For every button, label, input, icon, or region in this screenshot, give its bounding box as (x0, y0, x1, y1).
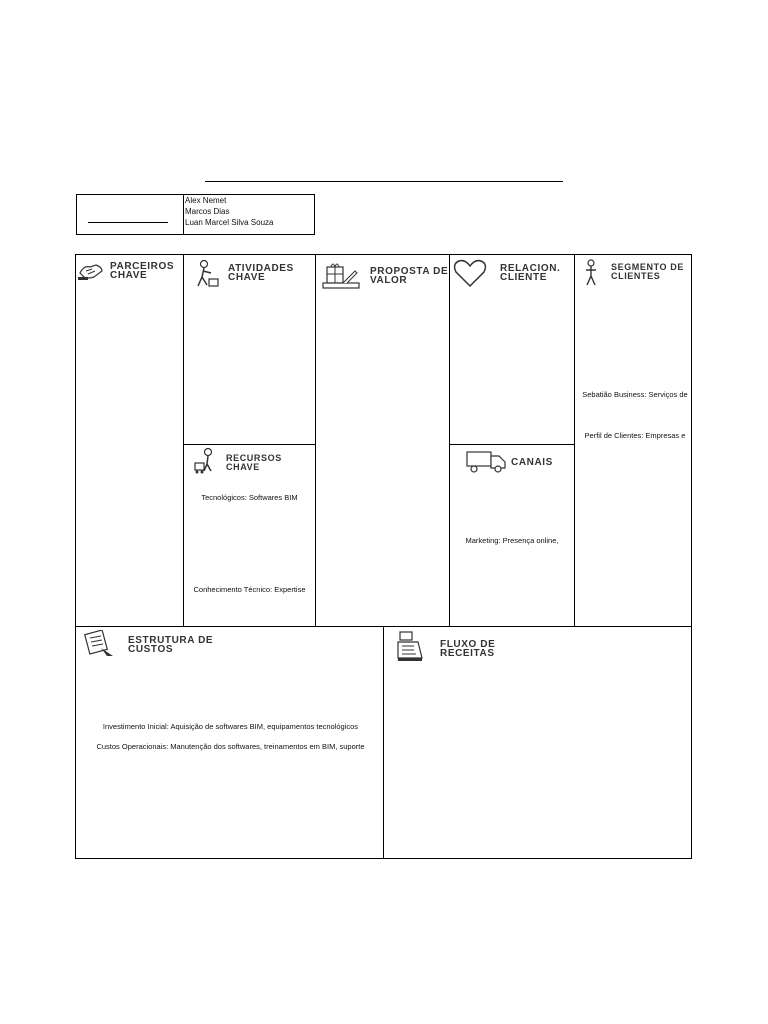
worker-icon (194, 259, 220, 289)
customer-relationships-cell (449, 254, 575, 445)
team-member: Marcos Dias (185, 207, 230, 216)
team-members (185, 195, 274, 228)
gift-icon (321, 259, 361, 291)
title-underline (205, 181, 563, 182)
customer-segments-title: SEGMENTO DE CLIENTES (611, 262, 684, 281)
channels-cell (449, 444, 575, 627)
value-proposition-cell (315, 254, 450, 627)
truck-icon (465, 449, 507, 475)
worker-cart-icon (194, 447, 220, 475)
key-resources-item: Conhecimento Técnico: Expertise (193, 585, 306, 594)
key-partners-cell (75, 254, 184, 627)
revenue-streams-cell (383, 626, 692, 859)
cash-register-icon (396, 630, 426, 662)
value-proposition-title: PROPOSTA DE VALOR (370, 266, 449, 286)
team-box (76, 194, 315, 235)
channels-title: CANAIS (511, 457, 553, 468)
key-activities-cell (183, 254, 316, 445)
receipt-icon (81, 630, 115, 658)
revenue-streams-title: FLUXO DE RECEITAS (440, 639, 496, 659)
customer-segments-cell (574, 254, 692, 627)
key-partners-title: PARCEIROS CHAVE (110, 261, 175, 281)
cost-structure-item: Investimento Inicial: Aquisição de softwares BIM, equipamentos tecnológicos (102, 722, 359, 731)
key-resources-item: Tecnológicos: Softwares BIM (201, 493, 298, 502)
cost-structure-cell (75, 626, 384, 859)
key-resources-cell (183, 444, 316, 627)
business-model-canvas (75, 254, 692, 859)
customer-relationships-title: RELACION. CLIENTE (500, 263, 561, 283)
heart-icon (453, 258, 487, 288)
team-name-underline (88, 222, 168, 223)
key-activities-title: ATIVIDADES CHAVE (228, 263, 294, 283)
cost-structure-title: ESTRUTURA DE CUSTOS (128, 635, 214, 655)
team-box-divider (183, 195, 184, 234)
customer-segments-item: Sebatião Business: Serviços de (582, 390, 688, 399)
person-icon (583, 259, 599, 287)
key-resources-title: RECURSOS CHAVE (226, 453, 282, 472)
customer-segments-item: Perfil de Clientes: Empresas e (584, 431, 686, 440)
team-member: Alex Nemet (185, 196, 227, 205)
channels-item: Marketing: Presença online, (465, 536, 559, 545)
handshake-icon (78, 259, 104, 281)
cost-structure-item: Custos Operacionais: Manutenção dos softwares, treinamentos em BIM, suporte (96, 742, 365, 751)
team-member: Luan Marcel Silva Souza (185, 218, 274, 227)
